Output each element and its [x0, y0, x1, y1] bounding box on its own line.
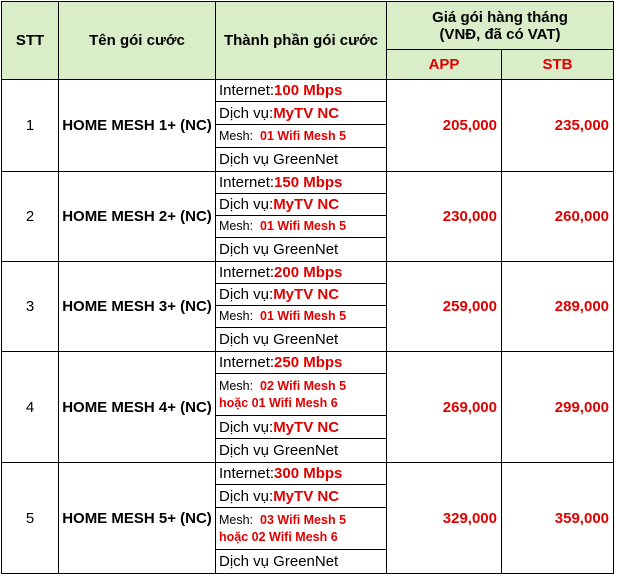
row-package-name: HOME MESH 1+ (NC) — [59, 80, 216, 172]
row-components — [216, 463, 387, 574]
row-price-app: 329,000 — [387, 463, 502, 574]
row-stt: 2 — [2, 172, 59, 262]
mesh-alt-line: hoặc 01 Wifi Mesh 6 — [219, 395, 338, 410]
table-row — [2, 352, 614, 463]
mesh-line: Mesh: 01 Wifi Mesh 5 — [216, 216, 386, 238]
tv-line: Dịch vụ: MyTV NC — [216, 416, 386, 439]
row-price-stb: 289,000 — [502, 262, 614, 352]
row-price-stb: 235,000 — [502, 80, 614, 172]
row-components — [216, 352, 387, 463]
row-package-name: HOME MESH 4+ (NC) — [59, 352, 216, 463]
row-price-stb: 359,000 — [502, 463, 614, 574]
greennet-line: Dịch vụ GreenNet — [219, 241, 339, 258]
tv-line: Dịch vụ: MyTV NC — [216, 485, 386, 508]
mesh-line: Mesh: 03 Wifi Mesh 5 hoặc 02 Wifi Mesh 6 — [216, 508, 386, 550]
internet-line: Internet: 300 Mbps — [216, 463, 386, 485]
row-stt: 4 — [2, 352, 59, 463]
greennet-line: Dịch vụ GreenNet — [219, 442, 339, 459]
mesh-line: Mesh: 02 Wifi Mesh 5 hoặc 01 Wifi Mesh 6 — [216, 374, 386, 416]
internet-line: Internet: 100 Mbps — [216, 80, 386, 102]
mesh-line: Mesh: 01 Wifi Mesh 5 — [216, 306, 386, 328]
row-components — [216, 172, 387, 262]
table-row — [2, 463, 614, 574]
row-stt: 5 — [2, 463, 59, 574]
internet-line: Internet: 250 Mbps — [216, 352, 386, 374]
row-price-stb: 260,000 — [502, 172, 614, 262]
price-table — [1, 1, 614, 574]
header-app: APP — [387, 50, 502, 80]
table-row — [2, 262, 614, 352]
row-stt: 3 — [2, 262, 59, 352]
tv-line: Dịch vụ: MyTV NC — [216, 194, 386, 216]
header-price-line1: Giá gói hàng tháng — [432, 8, 568, 26]
header-price-line2: (VNĐ, đã có VAT) — [439, 25, 561, 43]
row-package-name: HOME MESH 5+ (NC) — [59, 463, 216, 574]
tv-line: Dịch vụ: MyTV NC — [216, 284, 386, 306]
internet-line: Internet: 150 Mbps — [216, 172, 386, 194]
row-price-app: 230,000 — [387, 172, 502, 262]
table-row — [2, 172, 614, 262]
table-row — [2, 80, 614, 172]
header-stt: STT — [2, 2, 59, 80]
row-package-name: HOME MESH 3+ (NC) — [59, 262, 216, 352]
header-stb: STB — [502, 50, 614, 80]
row-components — [216, 262, 387, 352]
greennet-line: Dịch vụ GreenNet — [219, 553, 339, 570]
row-stt: 1 — [2, 80, 59, 172]
row-price-app: 205,000 — [387, 80, 502, 172]
internet-line: Internet: 200 Mbps — [216, 262, 386, 284]
mesh-line: Mesh: 01 Wifi Mesh 5 — [216, 125, 386, 148]
row-price-app: 259,000 — [387, 262, 502, 352]
greennet-line: Dịch vụ GreenNet — [219, 331, 339, 348]
row-price-stb: 299,000 — [502, 352, 614, 463]
row-components — [216, 80, 387, 172]
greennet-line: Dịch vụ GreenNet — [219, 151, 339, 168]
row-package-name: HOME MESH 2+ (NC) — [59, 172, 216, 262]
header-package-name: Tên gói cước — [59, 2, 216, 80]
header-monthly-price — [387, 2, 614, 50]
mesh-alt-line: hoặc 02 Wifi Mesh 6 — [219, 529, 338, 544]
row-price-app: 269,000 — [387, 352, 502, 463]
tv-line: Dịch vụ: MyTV NC — [216, 102, 386, 125]
header-components: Thành phần gói cước — [216, 2, 387, 80]
